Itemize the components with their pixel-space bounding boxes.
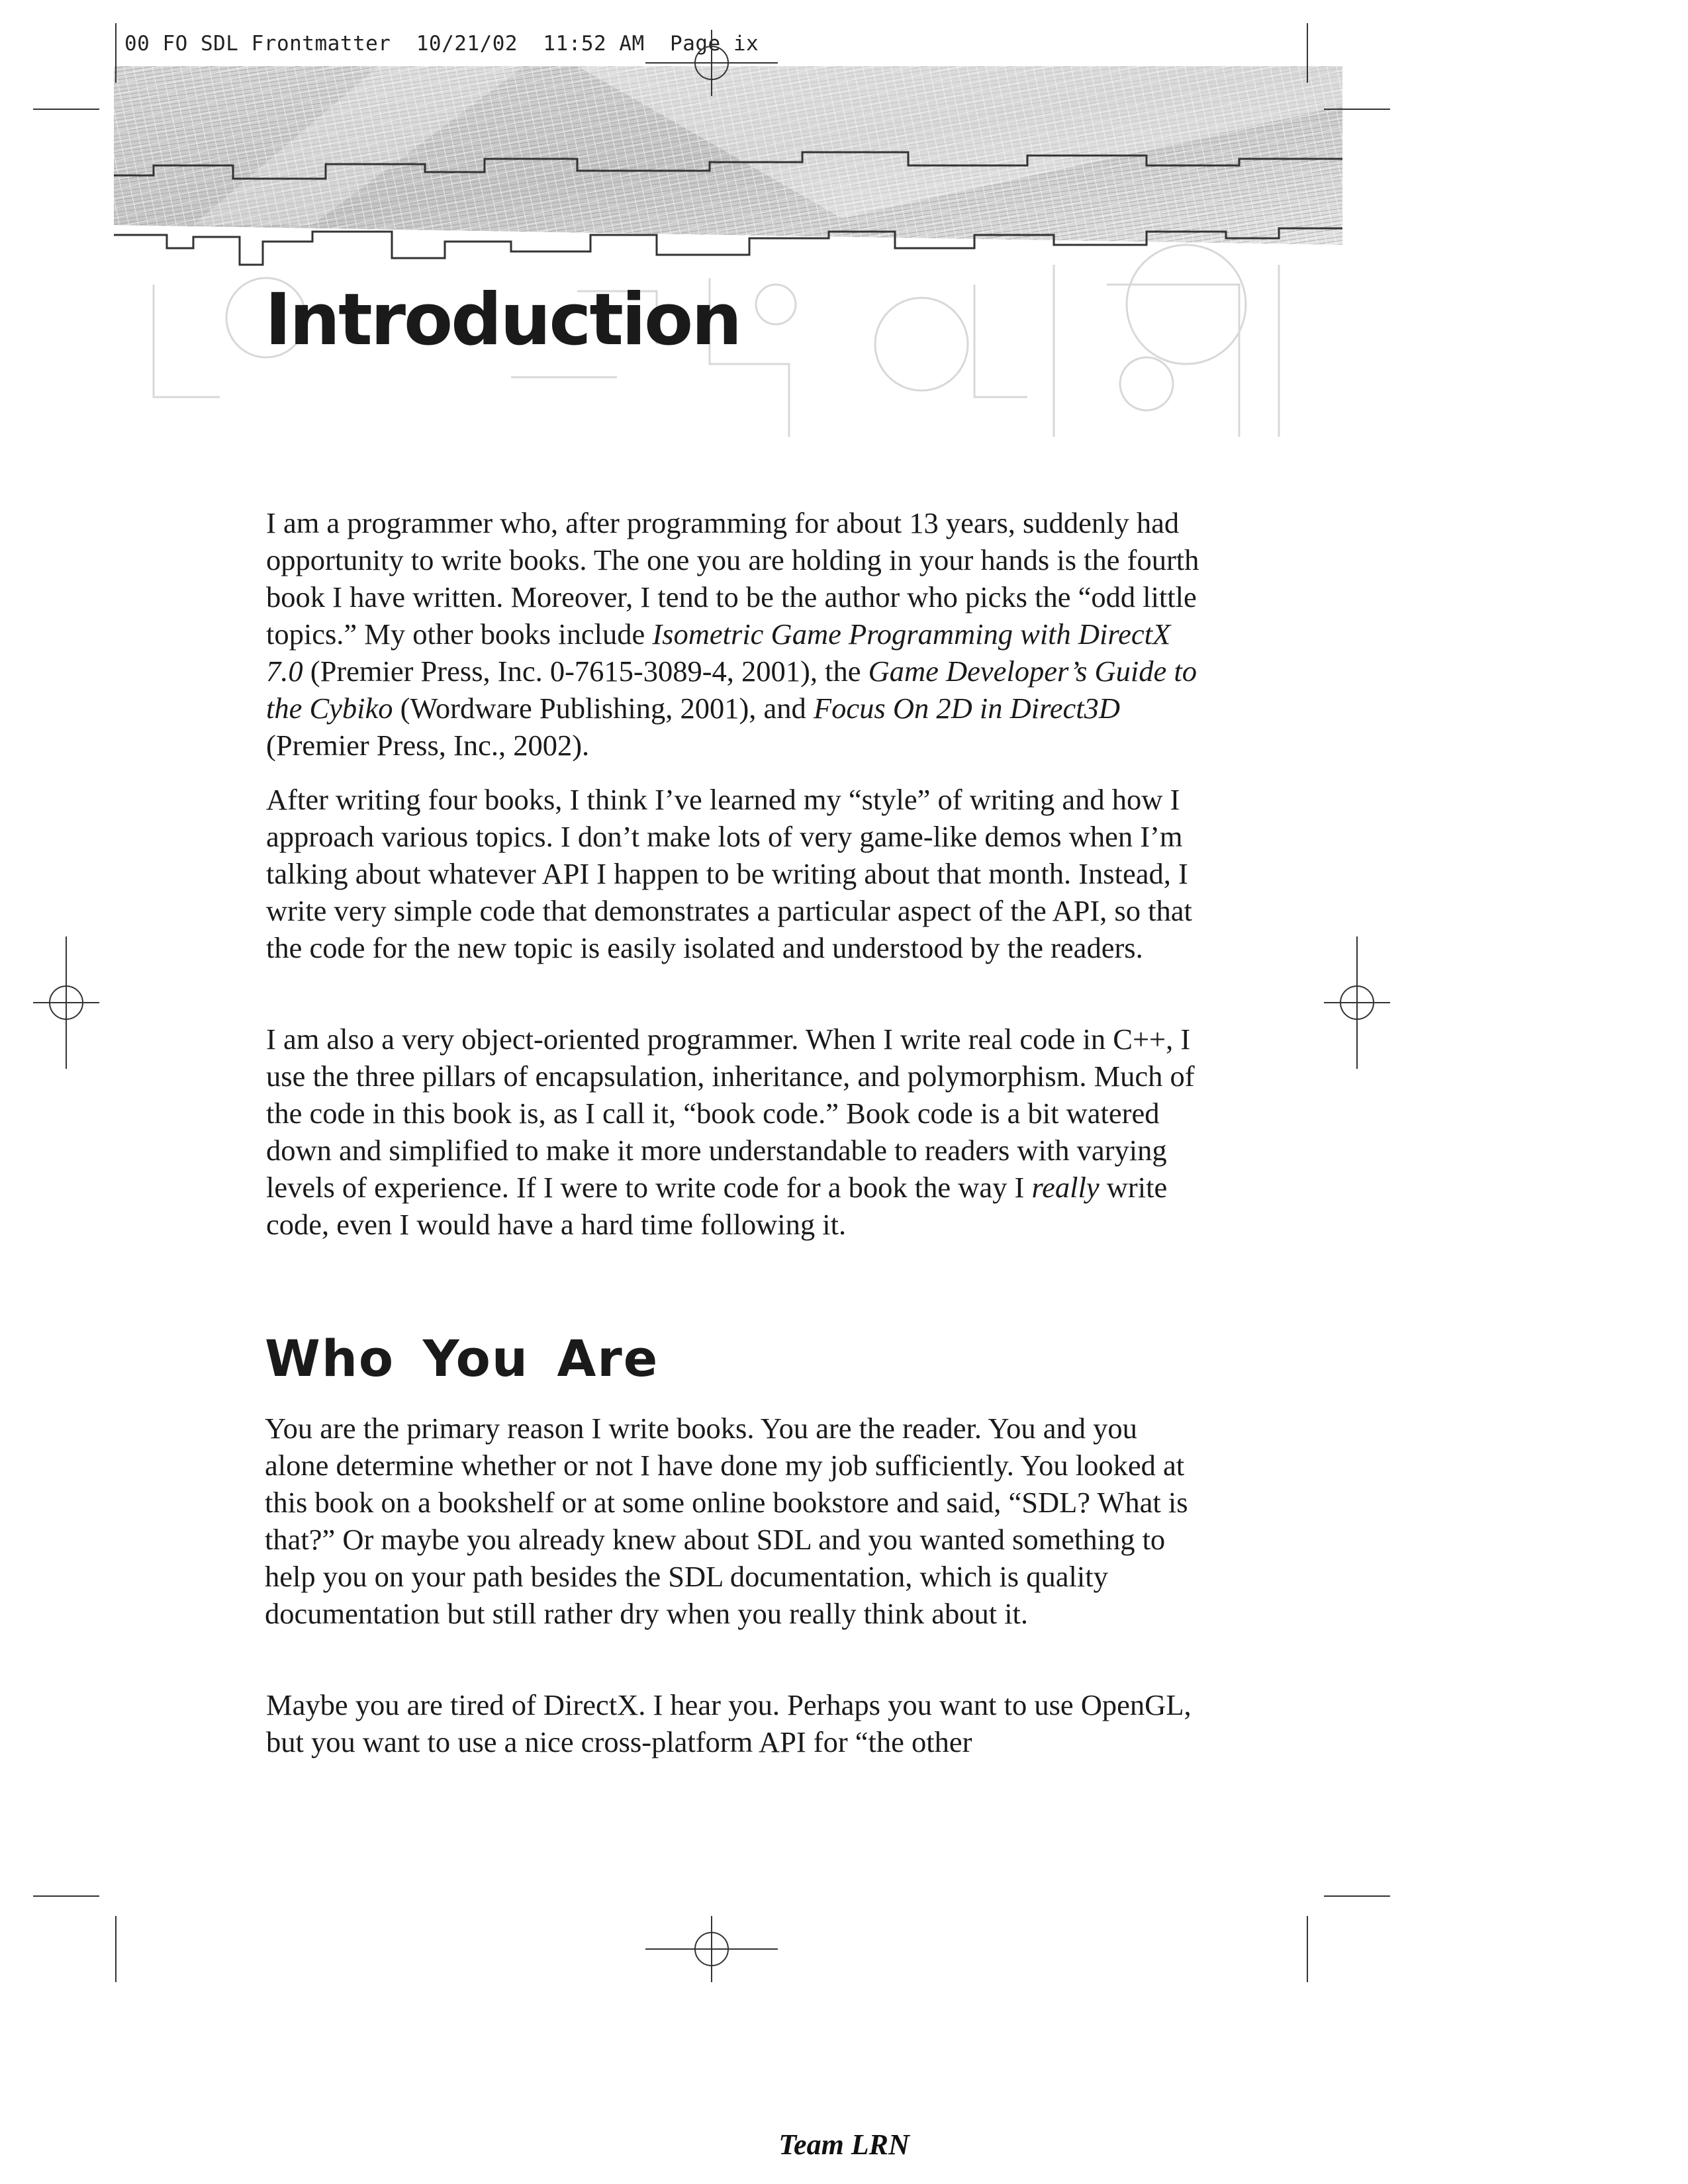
chapter-banner-graphic xyxy=(114,66,1342,447)
footer-credit: Team LRN xyxy=(778,2128,910,2161)
p1-text-e: (Wordware Publishing, 2001), and xyxy=(393,692,814,725)
print-slug: 00 FO SDL Frontmatter 10/21/02 11:52 AM Page ix xyxy=(124,32,759,56)
p1-text-a: I am a programmer who, after programming for about 13 years, suddenly had opportunity to write books. The one you are holding in your hands is the fourth book I have written. Moreover, I tend to be the author who picks the “odd little topics.” My other books include xyxy=(266,506,1199,651)
section-paragraph-2: Maybe you are tired of DirectX. I hear you. Perhaps you want to use OpenGL, but you want to use a nice cross-platform API for “the other xyxy=(266,1688,1192,1758)
p1-book-title-3: Focus On 2D in Direct3D xyxy=(813,692,1120,725)
p3-text-c: write code, even I would have a hard time following it. xyxy=(266,1171,1168,1241)
intro-paragraph-1 xyxy=(266,504,1206,764)
p3-text-a: I am also a very object-oriented programmer. When I write real code in C++, I use the three pillars of encapsulation, inheritance, and polymorphism. Much of the code in this book is, as I call it, “book code.” Book code is a bit watered down and simplified to make it more understandable to readers with varying levels of experience. If I were to write code for a book the way I xyxy=(266,1023,1195,1204)
p1-text-g: (Premier Press, Inc., 2002). xyxy=(266,729,590,762)
section-heading: Who You Are xyxy=(265,1329,659,1388)
p1-text-c: (Premier Press, Inc. 0-7615-3089-4, 2001), the xyxy=(303,655,868,688)
chapter-title: Introduction xyxy=(265,279,741,361)
intro-paragraph-3 xyxy=(266,1021,1206,1243)
p3-emphasis: really xyxy=(1031,1171,1100,1204)
p1-book-title-2: Game Developer’s Guide to the Cybiko xyxy=(266,655,1197,725)
intro-paragraph-2: After writing four books, I think I’ve learned my “style” of writing and how I approach various topics. I don’t make lots of very game-like demos when I’m talking about whatever API I happen to be writing about that month. Instead, I write very simple code that demonstrates a particular aspect of the API, so that the code for the new topic is easily isolated and understood by the readers. xyxy=(266,783,1192,964)
section-paragraph-1: You are the primary reason I write books. You are the reader. You and you alone determine whether or not I have done my job sufficiently. You looked at this book on a bookshelf or at some online bookstore and said, “SDL? What is that?” Or maybe you already knew about SDL and you wanted something to help you on your path besides the SDL documentation, which is quality documentation but still rather dry when you really think about it. xyxy=(265,1412,1188,1630)
p1-book-title-1: Isometric Game Programming with DirectX 7.0 xyxy=(266,617,1171,688)
